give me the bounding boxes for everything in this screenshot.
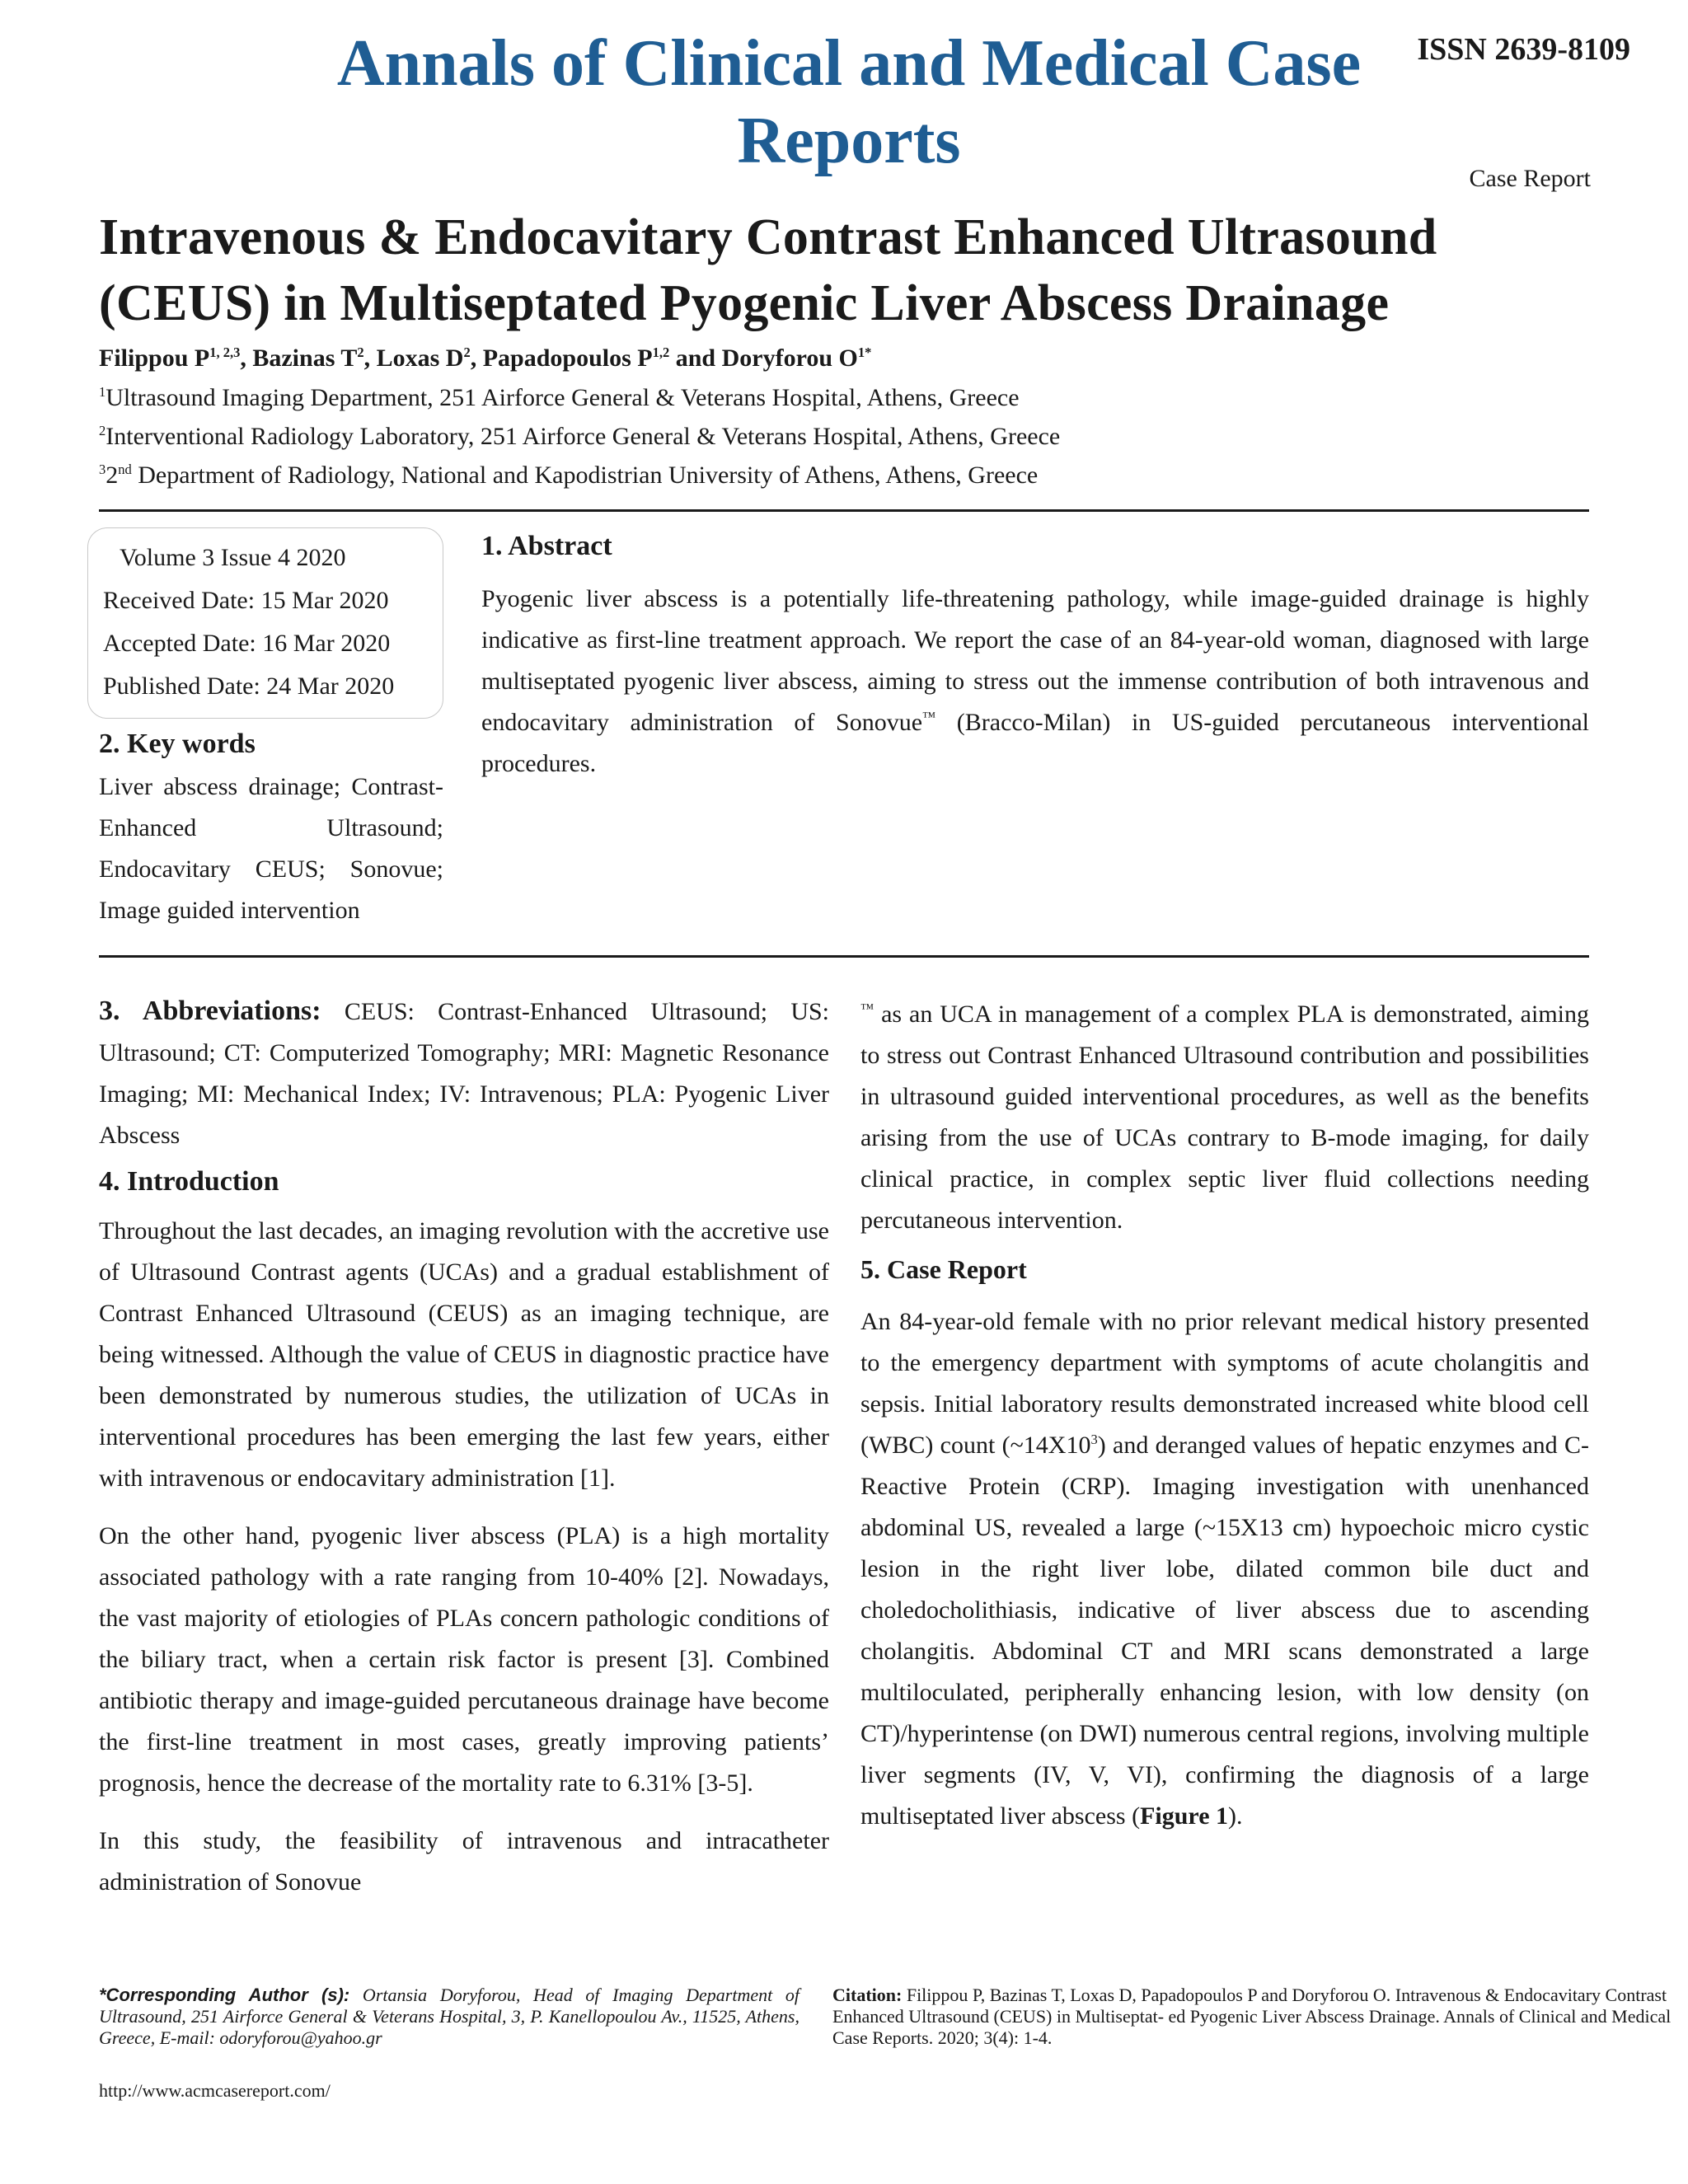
- keywords-text: Liver abscess drainage; Contrast-Enhanced Ultrasound; Endocavitary CEUS; Sonovue; Image guided intervention: [99, 773, 443, 924]
- trademark-mark: ™: [922, 709, 936, 724]
- author-affiliation-mark: 1, 2,3: [209, 344, 241, 360]
- affiliation-text: Ultrasound Imaging Department, 251 Airforce General & Veterans Hospital, Athens, Greece: [106, 384, 1020, 411]
- abbreviations-text: CEUS: Contrast-Enhanced Ultrasound; US: Ultrasound; CT: Computerized Tomography; MRI: Magnetic Resonance Imaging; MI: Mechanical Index; IV: Intravenous; PLA: Pyogenic Liver Abscess: [99, 998, 830, 1149]
- citation-text: Filippou P, Bazinas T, Loxas D, Papadopoulos P and Doryforou O. Intravenous & Endocavitary Contrast Enhanced Ultrasound (CEUS) in Multiseptat- ed Pyogenic Liver Abscess Drainage. Annals of Clinical and Medical Case Reports. 2020; 3(4): 1-4.: [832, 1985, 1672, 2048]
- author-name: Filippou P: [99, 344, 210, 372]
- introduction-paragraph-3: In this study, the feasibility of intravenous and intracatheter administration of Sonovue: [99, 1827, 829, 1896]
- author-affiliation-mark: 1,2: [652, 344, 670, 360]
- affiliation-text: Interventional Radiology Laboratory, 251 Airforce General & Veterans Hospital, Athens, Greece: [106, 423, 1061, 450]
- volume-info: Volume 3 Issue 4 2020: [120, 544, 346, 571]
- corresponding-author-label: *Corresponding Author (s):: [99, 1985, 350, 2005]
- section-divider: [99, 955, 1589, 958]
- affiliation-number: 1: [99, 384, 106, 400]
- citation-label: Citation:: [832, 1985, 903, 2005]
- corresponding-author-text: Ortansia Doryforou, Head of Imaging Department of Ultrasound, 251 Airforce General & Veterans Hospital, 3, P. Kanellopoulou Av., 11525, Athens, Greece, E-mail: odoryforou@yahoo.gr: [99, 1985, 799, 2048]
- author-separator: and: [669, 344, 722, 372]
- abbreviations-heading: 3. Abbreviations:: [99, 996, 321, 1026]
- figure-reference[interactable]: Figure 1: [1140, 1802, 1229, 1830]
- right-column: [860, 994, 1589, 1837]
- case-report-body: An 84-year-old female with no prior relevant medical history presented to the emergency department with symptoms of acute cholangitis and sepsis. Initial laboratory results demonstrated increased white blood cell (WBC) count (~14X10: [860, 1308, 1589, 1459]
- case-report-text: [860, 1301, 1589, 1837]
- issn-label: ISSN 2639-8109: [1417, 32, 1630, 67]
- introduction-continuation: [860, 994, 1589, 1241]
- introduction-paragraph-3-continued: as an UCA in management of a complex PLA is demonstrated, aiming to stress out Contrast Enhanced Ultrasound contribution and possibilities in ultrasound guided interventional procedures, as well as the benefits arising from the use of UCAs contrary to B-mode imaging, for daily clinical practice, in complex septic liver fluid collections needing percutaneous intervention.: [860, 1001, 1589, 1234]
- case-report-body-continued: ) and deranged values of hepatic enzymes and C-Reactive Protein (CRP). Imaging investigation with unenhanced abdominal US, revealed a large (~15X13 cm) hypoechoic micro cystic lesion in the right liver lobe, dilated common bile duct and choledocholithiasis, indicative of liver abscess due to ascending cholangitis. Abdominal CT and MRI scans demonstrated a large multiloculated, peripherally enhancing lesion, with low density (on CT)/hyperintense (on DWI) numerous central regions, involving multiple liver segments (IV, V, VI), confirming the diagnosis of a large multiseptated liver abscess (: [860, 1432, 1589, 1830]
- article-dates-box: [87, 527, 443, 719]
- affiliation-number: 2: [99, 423, 106, 438]
- introduction-paragraph-2: On the other hand, pyogenic liver abscess (PLA) is a high mortality associated pathology with a rate ranging from 10-40% [2]. Nowadays, the vast majority of etiologies of PLAs concern pathologic conditions of the biliary tract, when a certain risk factor is present [3]. Combined antibiotic therapy and image-guided percutaneous drainage have become the first-line treatment in most cases, greatly improving patients’ prognosis, hence the decrease of the mortality rate to 6.31% [3-5].: [99, 1522, 829, 1797]
- abstract-body: Pyogenic liver abscess is a potentially life-threatening pathology, while image-guided drainage is highly indicative as first-line treatment approach. We report the case of an 84-year-old woman, diagnosed with large multiseptated pyogenic liver abscess, aiming to stress out the immense contribution of both intravenous and endocavitary administration of Sonovue: [481, 585, 1589, 736]
- affiliation-text: Department of Radiology, National and Kapodistrian University of Athens, Athens, Greece: [131, 462, 1039, 489]
- introduction-text: [99, 1211, 829, 1903]
- affiliation-3: [99, 462, 1038, 490]
- author-name: Loxas D: [376, 344, 464, 372]
- received-date: Received Date: 15 Mar 2020: [103, 587, 389, 614]
- affiliation-number: 3: [99, 462, 106, 477]
- case-report-heading: 5. Case Report: [860, 1254, 1027, 1284]
- author-affiliation-mark: 1*: [857, 344, 872, 360]
- published-date: Published Date: 24 Mar 2020: [103, 673, 395, 700]
- abstract-section: [481, 531, 1589, 785]
- author-separator: ,: [240, 344, 253, 372]
- affiliation-ordinal-suffix: nd: [118, 462, 132, 477]
- author-separator: ,: [470, 344, 483, 372]
- author-list: [99, 344, 871, 373]
- citation-note: [832, 1985, 1681, 2049]
- affiliation-2: [99, 423, 1060, 451]
- abstract-body-end: (Bracco-Milan) in US-guided percutaneous interventional procedures.: [481, 709, 1589, 777]
- accepted-date: Accepted Date: 16 Mar 2020: [103, 630, 391, 657]
- abstract-text: [481, 579, 1589, 785]
- author-name: Doryforou O: [721, 344, 858, 372]
- introduction-heading: 4. Introduction: [99, 1166, 279, 1197]
- author-affiliation-mark: 2: [463, 344, 471, 360]
- introduction-paragraph-1: Throughout the last decades, an imaging revolution with the accretive use of Ultrasound Contrast agents (UCAs) and a gradual establishment of Contrast Enhanced Ultrasound (CEUS) as an imaging technique, are being witnessed. Although the value of CEUS in diagnostic practice have been demonstrated by numerous studies, the utilization of UCAs in interventional procedures has been emerging the last few years, either with intravenous or endocavitary administration [1].: [99, 1217, 829, 1492]
- author-name: Bazinas T: [252, 344, 358, 372]
- document-type: Case Report: [1469, 165, 1591, 192]
- journal-url-link[interactable]: http://www.acmcasereport.com/: [99, 2080, 331, 2101]
- exponent: 3: [1090, 1432, 1098, 1447]
- author-name: Papadopoulos P: [482, 344, 653, 372]
- author-affiliation-mark: 2: [357, 344, 364, 360]
- trademark-mark: ™: [860, 1001, 874, 1016]
- keywords-section: [99, 729, 443, 931]
- corresponding-author-note: [99, 1985, 799, 2049]
- affiliation-ordinal: 2: [106, 462, 119, 489]
- affiliation-1: [99, 384, 1020, 412]
- left-column: [99, 991, 829, 1903]
- journal-title: Annals of Clinical and Medical Case Reports: [336, 27, 1362, 177]
- abbreviations-paragraph: [99, 991, 829, 1156]
- abstract-heading: 1. Abstract: [481, 531, 612, 561]
- keywords-heading: 2. Key words: [99, 729, 256, 759]
- section-divider: [99, 509, 1589, 512]
- article-title: Intravenous & Endocavitary Contrast Enhanced Ultrasound (CEUS) in Multiseptated Pyogenic Liver Abscess Drainage: [99, 209, 1437, 331]
- case-report-body-end: ).: [1228, 1802, 1243, 1830]
- author-separator: ,: [363, 344, 377, 372]
